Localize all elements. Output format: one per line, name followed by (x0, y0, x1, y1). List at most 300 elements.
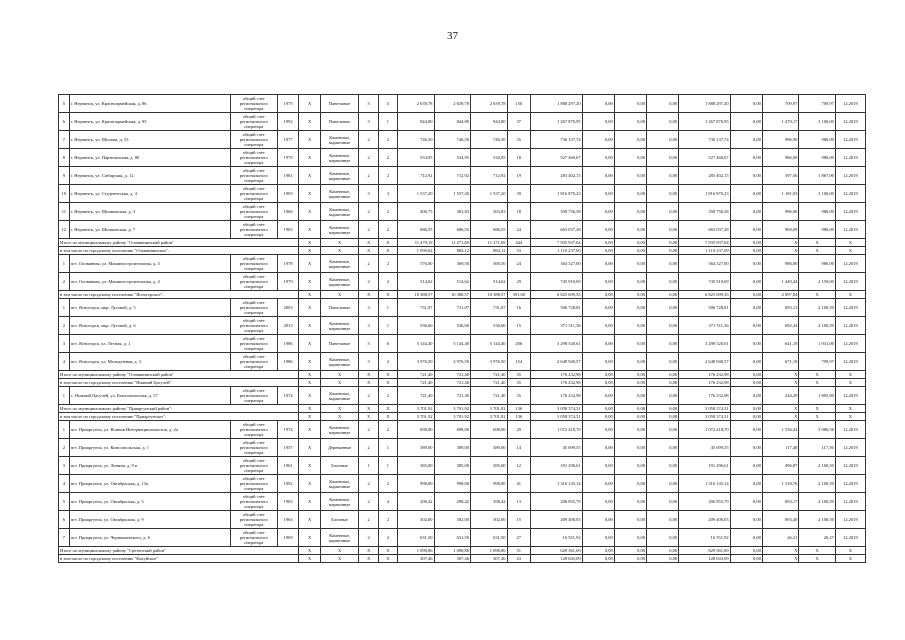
row-completion-date: 12.2019 (835, 131, 865, 149)
total-completion-date: X (835, 413, 865, 421)
row-max-unit-cost: 986,00 (799, 149, 835, 167)
total-residents: 35 (507, 371, 531, 379)
row-cost-federal: 0,00 (582, 255, 614, 273)
row-area-total: 298,42 (398, 493, 434, 511)
houses-table (58, 94, 866, 563)
row-area-total: 536,60 (398, 317, 434, 335)
row-unit-cost: 117,48 (762, 439, 798, 457)
row-cost-regional: 0,00 (614, 439, 646, 457)
row-residents: 24 (507, 255, 531, 273)
row-entrances: 1 (378, 457, 397, 475)
row-floors: 2 (359, 511, 378, 529)
row-area-premises: 844,80 (434, 113, 470, 131)
total-area-total: 1 090,62 (398, 247, 434, 255)
row-floors: 5 (359, 335, 378, 353)
total-flag: X (299, 239, 320, 247)
row-cost-federal: 0,00 (582, 317, 614, 335)
row-cost-owners: 2 648 940,57 (679, 353, 731, 371)
row-area-total: 746,50 (398, 131, 434, 149)
row-floors: 2 (359, 203, 378, 221)
row-cost-local: 0,00 (646, 511, 678, 529)
row-flag: X (299, 167, 320, 185)
total-cost-other: 0,00 (730, 547, 762, 555)
row-cost-federal: 0,00 (582, 131, 614, 149)
row-entrances: 2 (378, 255, 397, 273)
row-entrances: 4 (378, 493, 397, 511)
row-cost-other: 0,00 (730, 493, 762, 511)
row-wall-material: Каменные, кирпичные (320, 255, 359, 273)
row-flag: X (299, 273, 320, 291)
row-residents: 18 (507, 203, 531, 221)
total-cost-other: 0,00 (730, 239, 762, 247)
row-wall-material: Каменные, кирпичные (320, 475, 359, 493)
row-flag: X (299, 113, 320, 131)
row-fund-method: общий счет регионального оператора (230, 149, 277, 167)
row-address: пгт. Приаргунск, ул. Воинов Интернационалистов, д. 2а (69, 421, 230, 439)
total-cost-other: 0,00 (730, 413, 762, 421)
row-area-residential: 998,00 (471, 475, 507, 493)
row-completion-date: 12.2019 (835, 511, 865, 529)
row-unit-cost: 496,87 (762, 457, 798, 475)
total-completion-date: X (835, 405, 865, 413)
total-flag: X (378, 247, 397, 255)
total-row-label: в том числе по городскому поселению "Приаргунское": (59, 413, 299, 421)
total-flag: X (359, 239, 378, 247)
row-address: пгт. Оловянная, ул. Машиностроительная, д. 4 (69, 273, 230, 291)
row-year: 1969 (277, 529, 298, 547)
total-max-unit-cost: X (799, 555, 835, 563)
row-cost-local: 0,00 (646, 95, 678, 113)
row-year: 1966 (277, 203, 298, 221)
row-cost-total: 1 267 870,95 (531, 113, 583, 131)
row-max-unit-cost: 2 159,00 (799, 273, 835, 291)
row-completion-date: 12.2019 (835, 475, 865, 493)
row-year: 1981 (277, 167, 298, 185)
row-wall-material: Каменные, кирпичные (320, 529, 359, 547)
row-max-unit-cost: 3 100,00 (799, 185, 835, 203)
total-cost-regional: 0,00 (614, 413, 646, 421)
row-unit-cost: 969,09 (762, 221, 798, 239)
row-cost-federal: 0,00 (582, 421, 614, 439)
row-flag: X (299, 353, 320, 371)
row-cost-total: 2 648 940,57 (531, 353, 583, 371)
row-cost-regional: 0,00 (614, 113, 646, 131)
row-area-premises: 746,50 (434, 131, 470, 149)
row-floors: 2 (359, 439, 378, 457)
row-flag: X (299, 131, 320, 149)
row-completion-date: 12.2019 (835, 335, 865, 353)
total-cost-local: 0,00 (646, 239, 678, 247)
row-cost-federal: 0,00 (582, 493, 614, 511)
row-entrances: 2 (378, 353, 397, 371)
total-area-total: 307,46 (398, 555, 434, 563)
row-completion-date: 12.2019 (835, 353, 865, 371)
row-address: пгт. Приаргунск, ул. Октябрьская, д. 9 (69, 511, 230, 529)
row-cost-federal: 0,00 (582, 273, 614, 291)
row-max-unit-cost: 1 805,80 (799, 387, 835, 405)
total-cost-federal: 0,00 (582, 291, 614, 299)
row-cost-federal: 0,00 (582, 203, 614, 221)
row-area-total: 534,95 (398, 149, 434, 167)
total-max-unit-cost: X (799, 371, 835, 379)
total-area-residential: 721,40 (471, 379, 507, 387)
row-area-residential: 298,42 (471, 493, 507, 511)
row-residents: 13 (507, 493, 531, 511)
row-cost-total: 506 728,81 (531, 299, 583, 317)
row-fund-method: общий счет регионального оператора (230, 317, 277, 335)
row-area-residential: 5 144,40 (471, 335, 507, 353)
row-unit-cost: 693,13 (762, 299, 798, 317)
row-cost-other: 0,00 (730, 299, 762, 317)
row-floors: 2 (359, 421, 378, 439)
row-cost-federal: 0,00 (582, 475, 614, 493)
row-fund-method: общий счет регионального оператора (230, 95, 277, 113)
row-completion-date: 12.2019 (835, 255, 865, 273)
row-number: 3 (59, 457, 70, 475)
total-cost-federal: 0,00 (582, 239, 614, 247)
total-area-premises: 307,46 (434, 555, 470, 563)
row-address: г. Нерчинск, ул. Шилкинская, д. 3 (69, 203, 230, 221)
total-flag: X (359, 247, 378, 255)
total-row (59, 379, 866, 387)
row-unit-cost: 1 470,17 (762, 113, 798, 131)
row-cost-regional: 0,00 (614, 95, 646, 113)
row-max-unit-cost: 2 100,50 (799, 511, 835, 529)
row-wall-material: Каменные, кирпичные (320, 185, 359, 203)
total-cost-other: 0,00 (730, 555, 762, 563)
row-residents: 24 (507, 221, 531, 239)
row-year: 1992 (277, 113, 298, 131)
row-residents: 27 (507, 529, 531, 547)
total-cost-regional: 0,00 (614, 291, 646, 299)
row-number: 3 (59, 335, 70, 353)
row-year: 1961 (277, 457, 298, 475)
row-max-unit-cost: 3 100,00 (799, 113, 835, 131)
row-flag: X (299, 203, 320, 221)
row-area-premises: 5 144,40 (434, 335, 470, 353)
row-unit-cost: 986,00 (762, 203, 798, 221)
total-cost-local: 0,00 (646, 405, 678, 413)
row-cost-owners: 527 460,67 (679, 149, 731, 167)
row-year: 1977 (277, 131, 298, 149)
row-unit-cost: 1 318,76 (762, 475, 798, 493)
total-row (59, 291, 866, 299)
row-number: 2 (59, 273, 70, 291)
row-cost-owners: 745 910,69 (679, 273, 731, 291)
row-cost-regional: 0,00 (614, 317, 646, 335)
total-cost-total: 3 058 374,31 (531, 413, 583, 421)
row-cost-other: 0,00 (730, 185, 762, 203)
row-entrances: 2 (378, 529, 397, 547)
row-flag: X (299, 421, 320, 439)
row-cost-total: 364 327,00 (531, 255, 583, 273)
row-cost-regional: 0,00 (614, 511, 646, 529)
row-completion-date: 12.2019 (835, 387, 865, 405)
total-flag: X (359, 291, 378, 299)
row-year: 1986 (277, 353, 298, 371)
row-residents: 29 (507, 421, 531, 439)
row-cost-owners: 663 037,28 (679, 221, 731, 239)
total-residents: 136 (507, 405, 531, 413)
total-cost-owners: 7 935 937,04 (679, 239, 731, 247)
row-area-premises: 536,60 (434, 317, 470, 335)
row-cost-other: 0,00 (730, 353, 762, 371)
total-residents: 35 (507, 379, 531, 387)
row-unit-cost: 26,21 (762, 529, 798, 547)
row-address: пгт. Приаргунск, ул. Чернышевского, д. 6 (69, 529, 230, 547)
row-fund-method: общий счет регионального оператора (230, 421, 277, 439)
total-cost-federal: 0,00 (582, 405, 614, 413)
row-cost-federal: 0,00 (582, 113, 614, 131)
row-cost-local: 0,00 (646, 493, 678, 511)
total-flag: X (359, 371, 378, 379)
row-address: с. Нижний Цасучей, ул. Комсомольская, д. 57 (69, 387, 230, 405)
row-floors: 3 (359, 299, 378, 317)
total-completion-date: X (835, 555, 865, 563)
row-flag: X (299, 439, 320, 457)
row-year: 1974 (277, 421, 298, 439)
row-entrances: 2 (378, 511, 397, 529)
row-address: г. Нерчинск, ул. Партизанская, д. 80 (69, 149, 230, 167)
page-number: 37 (447, 30, 458, 42)
row-cost-federal: 0,00 (582, 353, 614, 371)
row-fund-method: общий счет регионального оператора (230, 299, 277, 317)
row-cost-other: 0,00 (730, 421, 762, 439)
row-area-total: 844,80 (398, 113, 434, 131)
row-completion-date: 12.2019 (835, 457, 865, 475)
total-cost-federal: 0,00 (582, 413, 614, 421)
row-max-unit-cost: 986,00 (799, 221, 835, 239)
row-year: 1975 (277, 95, 298, 113)
total-cost-regional: 0,00 (614, 239, 646, 247)
row-wall-material: Каменные, кирпичные (320, 493, 359, 511)
row-year: 1965 (277, 221, 298, 239)
total-flag: X (359, 405, 378, 413)
total-row-label: в том числе по городскому поселению "Нижний Цасучей": (59, 379, 299, 387)
row-cost-total: 45 699,55 (531, 439, 583, 457)
row-cost-other: 0,00 (730, 95, 762, 113)
total-cost-owners: 3 058 374,31 (679, 405, 731, 413)
row-wall-material: Каменные, кирпичные (320, 149, 359, 167)
row-number: 7 (59, 131, 70, 149)
row-cost-owners: 16 551,92 (679, 529, 731, 547)
total-cost-local: 0,00 (646, 547, 678, 555)
total-flag: X (320, 291, 359, 299)
total-residents: 53 (507, 247, 531, 255)
row-year: 1978 (277, 255, 298, 273)
row-area-residential: 731,07 (471, 299, 507, 317)
row-residents: 154 (507, 353, 531, 371)
row-cost-federal: 0,00 (582, 299, 614, 317)
row-area-premises: 385,00 (434, 457, 470, 475)
row-area-residential: 536,60 (471, 317, 507, 335)
row-entrances: 6 (378, 335, 397, 353)
row-residents: 12 (507, 457, 531, 475)
row-wall-material: Каменные, кирпичные (320, 387, 359, 405)
row-residents: 35 (507, 131, 531, 149)
row-cost-owners: 191 296,61 (679, 457, 731, 475)
total-area-residential: 3 701,92 (471, 405, 507, 413)
total-completion-date: X (835, 379, 865, 387)
total-area-premises: 10 388,57 (434, 291, 470, 299)
row-area-premises: 998,00 (434, 475, 470, 493)
table-row (59, 203, 866, 221)
row-completion-date: 12.2019 (835, 273, 865, 291)
total-unit-cost: X (762, 371, 798, 379)
row-cost-total: 663 037,28 (531, 221, 583, 239)
total-completion-date: X (835, 239, 865, 247)
total-max-unit-cost: X (799, 379, 835, 387)
row-wall-material: Каменные, кирпичные (320, 353, 359, 371)
row-address: пгт. Ясногорск, ул. Молодежная, д. 3 (69, 353, 230, 371)
row-cost-total: 527 460,67 (531, 149, 583, 167)
row-cost-regional: 0,00 (614, 475, 646, 493)
row-fund-method: общий счет регионального оператора (230, 203, 277, 221)
row-address: г. Нерчинск, ул. Красноармейская, д. 95 (69, 113, 230, 131)
total-cost-regional: 0,00 (614, 405, 646, 413)
row-area-premises: 369,50 (434, 255, 470, 273)
row-entrances: 2 (378, 167, 397, 185)
row-cost-other: 0,00 (730, 203, 762, 221)
total-area-premises: 884,12 (434, 247, 470, 255)
row-cost-local: 0,00 (646, 113, 678, 131)
row-entrances: 1 (378, 113, 397, 131)
total-row-label: Итого по муниципальному району "Сретенский район" (59, 547, 299, 555)
row-address: г. Нерчинск, ул. Шилкинская, д. 7 (69, 221, 230, 239)
row-flag: X (299, 387, 320, 405)
total-area-residential: 884,12 (471, 247, 507, 255)
row-area-residential: 302,00 (471, 511, 507, 529)
row-area-premises: 686,55 (434, 221, 470, 239)
row-flag: X (299, 511, 320, 529)
row-cost-other: 0,00 (730, 113, 762, 131)
row-entrances: 2 (378, 131, 397, 149)
table-row (59, 439, 866, 457)
row-completion-date: 12.2019 (835, 203, 865, 221)
row-cost-local: 0,00 (646, 529, 678, 547)
total-cost-local: 0,00 (646, 379, 678, 387)
row-cost-local: 0,00 (646, 335, 678, 353)
row-number: 2 (59, 317, 70, 335)
table-row (59, 335, 866, 353)
total-residents: 51 (507, 547, 531, 555)
total-area-total: 721,40 (398, 379, 434, 387)
row-unit-cost: 641,19 (762, 335, 798, 353)
row-residents: 15 (507, 511, 531, 529)
row-entrances: 2 (378, 421, 397, 439)
row-cost-regional: 0,00 (614, 273, 646, 291)
row-flag: X (299, 529, 320, 547)
row-unit-cost: 1 449,44 (762, 273, 798, 291)
row-cost-regional: 0,00 (614, 255, 646, 273)
row-number: 4 (59, 475, 70, 493)
row-max-unit-cost: 986,00 (799, 203, 835, 221)
total-flag: X (320, 371, 359, 379)
row-max-unit-cost: 1 867,00 (799, 167, 835, 185)
total-flag: X (299, 547, 320, 555)
total-flag: X (320, 247, 359, 255)
row-cost-owners: 1 816 870,23 (679, 185, 731, 203)
total-flag: X (320, 379, 359, 387)
row-number: 2 (59, 439, 70, 457)
total-flag: X (320, 547, 359, 555)
total-unit-cost: X (762, 405, 798, 413)
row-area-total: 686,55 (398, 221, 434, 239)
row-cost-owners: 176 232,98 (679, 387, 731, 405)
total-flag: X (378, 291, 397, 299)
row-flag: X (299, 475, 320, 493)
row-flag: X (299, 95, 320, 113)
row-completion-date: 12.2019 (835, 299, 865, 317)
row-cost-owners: 3 298 520,61 (679, 335, 731, 353)
row-cost-total: 209 400,03 (531, 511, 583, 529)
row-flag: X (299, 221, 320, 239)
row-residents: 35 (507, 387, 531, 405)
total-unit-cost: X (762, 547, 798, 555)
row-max-unit-cost: 26,27 (799, 529, 835, 547)
row-area-premises: 731,07 (434, 299, 470, 317)
row-area-residential: 514,62 (471, 273, 507, 291)
row-cost-regional: 0,00 (614, 387, 646, 405)
row-max-unit-cost: 986,00 (799, 131, 835, 149)
row-area-residential: 385,00 (471, 457, 507, 475)
total-cost-local: 0,00 (646, 413, 678, 421)
total-cost-total: 629 361,69 (531, 547, 583, 555)
row-area-total: 514,62 (398, 273, 434, 291)
row-area-total: 731,07 (398, 299, 434, 317)
row-cost-other: 0,00 (730, 529, 762, 547)
row-number: 1 (59, 299, 70, 317)
total-cost-other: 0,00 (730, 247, 762, 255)
row-entrances: 1 (378, 439, 397, 457)
row-cost-local: 0,00 (646, 203, 678, 221)
row-cost-other: 0,00 (730, 475, 762, 493)
row-cost-regional: 0,00 (614, 203, 646, 221)
row-area-residential: 2 639,78 (471, 95, 507, 113)
row-address: пгт. Оловянная, ул. Машиностроительная, д. 3 (69, 255, 230, 273)
total-cost-federal: 0,00 (582, 371, 614, 379)
table-row (59, 457, 866, 475)
row-cost-local: 0,00 (646, 475, 678, 493)
total-row (59, 547, 866, 555)
row-area-premises: 298,42 (434, 493, 470, 511)
row-number: 9 (59, 167, 70, 185)
row-unit-cost: 1 536,42 (762, 421, 798, 439)
row-entrances: 1 (378, 299, 397, 317)
total-area-premises: 3 701,92 (434, 405, 470, 413)
total-cost-local: 0,00 (646, 371, 678, 379)
row-floors: 2 (359, 221, 378, 239)
total-area-residential: 1 098,86 (471, 547, 507, 555)
row-area-residential: 363,83 (471, 203, 507, 221)
row-cost-other: 0,00 (730, 149, 762, 167)
total-max-unit-cost: X (799, 291, 835, 299)
row-wall-material: Каменные, кирпичные (320, 221, 359, 239)
row-completion-date: 12.2019 (835, 149, 865, 167)
row-completion-date: 12.2019 (835, 529, 865, 547)
total-cost-local: 0,00 (646, 247, 678, 255)
total-row-label: Итого по муниципальному району "Оловяннинский район" (59, 371, 299, 379)
row-floors: 2 (359, 493, 378, 511)
total-flag: X (378, 555, 397, 563)
total-flag: X (378, 405, 397, 413)
row-number: 1 (59, 387, 70, 405)
total-row (59, 413, 866, 421)
row-cost-owners: 371 511,36 (679, 317, 731, 335)
row-address: г. Нерчинск, ул. Студенческая, д. 4 (69, 185, 230, 203)
row-address: пгт. Ясногорск, мкр. Луговой, д. 6 (69, 317, 230, 335)
total-residents: 136 (507, 413, 531, 421)
